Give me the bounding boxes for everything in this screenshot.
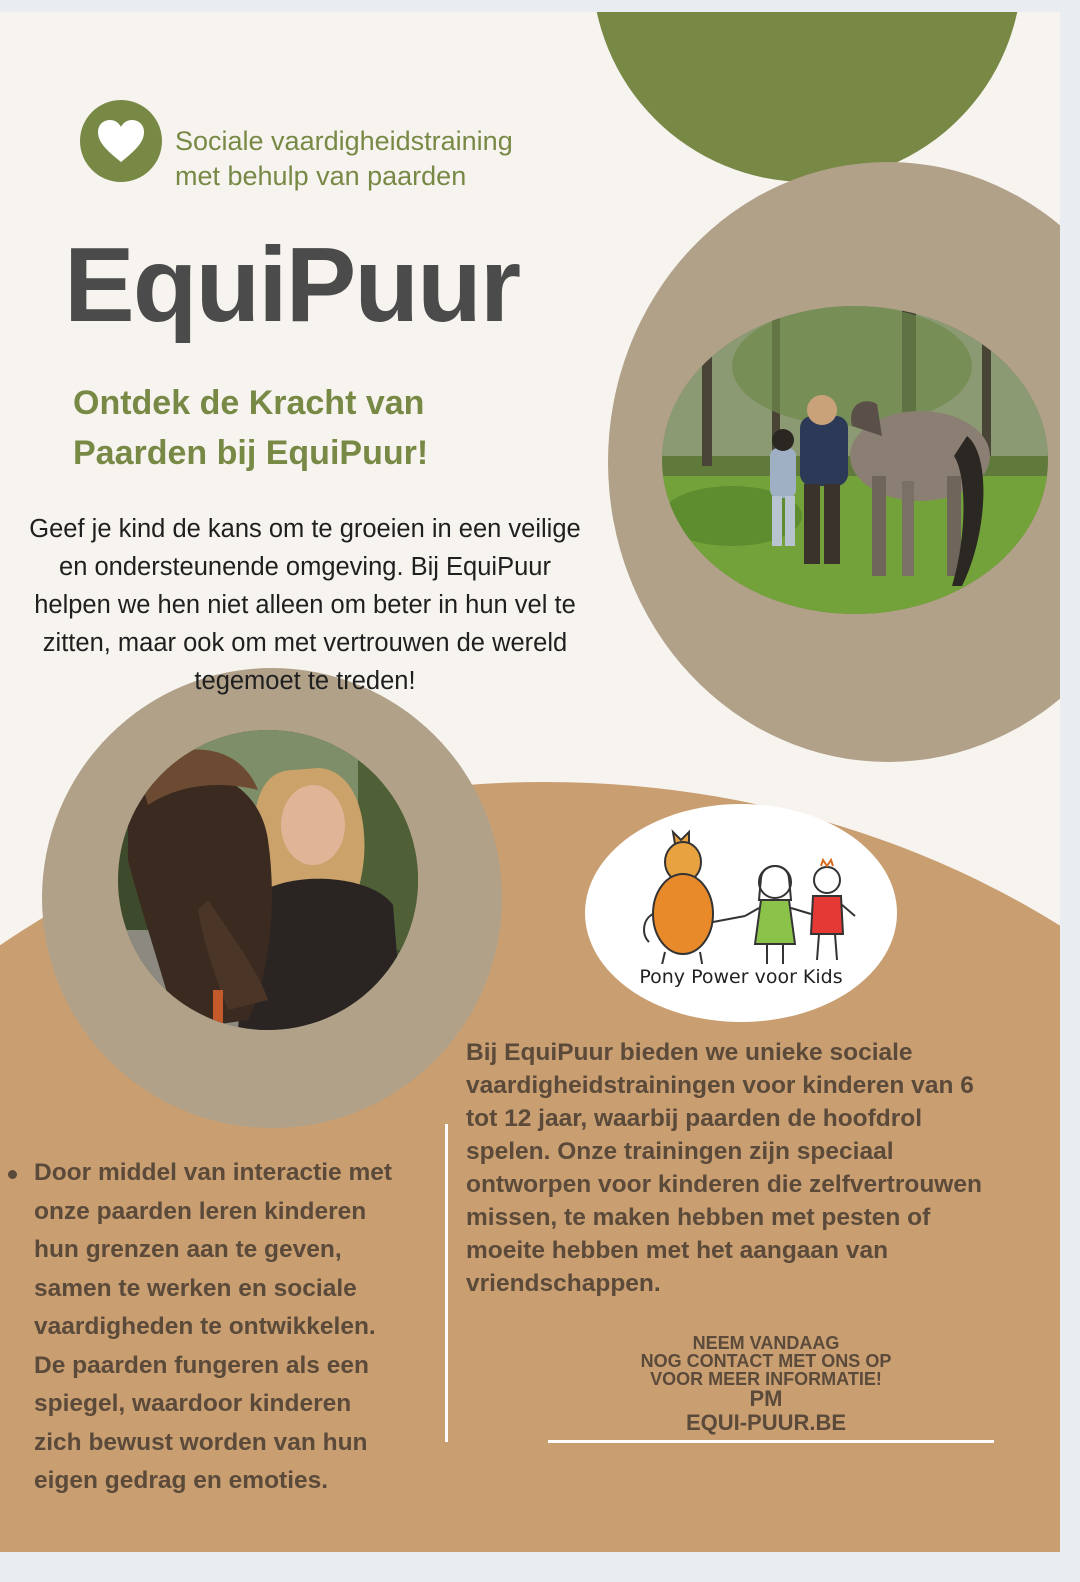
poster xyxy=(0,12,1060,1552)
bullet-item xyxy=(34,1154,392,1501)
description-line: tot 12 jaar, waarbij paarden de hoofdrol xyxy=(466,1105,923,1132)
description-line: spelen. Onze trainingen zijn speciaal xyxy=(466,1138,894,1165)
cta-line: VOOR MEER INFORMATIE! xyxy=(650,1369,882,1389)
description-line: vaardigheidstrainingen voor kinderen van 6 xyxy=(466,1072,974,1099)
headline xyxy=(73,378,553,478)
program-description xyxy=(466,1036,1046,1300)
bullet-line: zich bewust worden van hun xyxy=(34,1428,368,1456)
intro-line: zitten, maar ook om met vertrouwen de wereld xyxy=(42,629,568,657)
vertical-divider xyxy=(445,1124,448,1442)
bullet-line: spiegel, waardoor kinderen xyxy=(34,1390,352,1417)
intro-line: tegemoet te treden! xyxy=(194,667,416,695)
cta-pm: PM xyxy=(749,1386,783,1411)
logo xyxy=(80,100,162,182)
description-line: vriendschappen. xyxy=(466,1270,661,1297)
bullet-line: vaardigheden te ontwikkelen. xyxy=(34,1313,376,1340)
description-line: Bij EquiPuur bieden we unieke sociale xyxy=(466,1039,913,1066)
cta-line: NOG CONTACT MET ONS OP xyxy=(640,1351,892,1371)
bullet-dot xyxy=(8,1170,17,1179)
contact-call-to-action xyxy=(566,1334,966,1436)
pony-power-logo xyxy=(585,804,897,1022)
bullet-line: onze paarden leren kinderen xyxy=(34,1197,367,1225)
headline-line-1: Ontdek de Kracht van xyxy=(73,384,425,422)
bullet-line: hun grenzen aan te geven, xyxy=(34,1236,342,1263)
website-link[interactable]: EQUI-PUUR.BE xyxy=(685,1410,847,1435)
intro-paragraph xyxy=(0,510,620,700)
photo-trainer-with-pony xyxy=(118,730,418,1030)
cta-line: NEEM VANDAAG xyxy=(692,1333,840,1353)
brand-title: EquiPuur xyxy=(64,226,520,344)
photo-child-with-pony xyxy=(662,306,1048,614)
description-line: moeite hebben met het aangaan van xyxy=(466,1237,889,1264)
horizontal-divider xyxy=(548,1440,994,1443)
tagline xyxy=(175,124,595,194)
headline-line-2: Paarden bij EquiPuur! xyxy=(73,434,429,472)
bullet-line: eigen gedrag en emoties. xyxy=(34,1467,329,1494)
decorative-green-circle xyxy=(592,12,1022,182)
heart-icon xyxy=(96,118,146,164)
bullet-line: De paarden fungeren als een xyxy=(34,1351,369,1379)
intro-line: Geef je kind de kans om te groeien in een veilige xyxy=(29,515,581,543)
bullet-line: samen te werken en sociale xyxy=(34,1274,357,1302)
intro-line: en ondersteunende omgeving. Bij EquiPuur xyxy=(59,553,551,581)
pony-power-caption: Pony Power voor Kids xyxy=(639,966,843,988)
tagline-line-2: met behulp van paarden xyxy=(175,161,467,191)
description-line: ontworpen voor kinderen die zelfvertrouwen xyxy=(466,1171,982,1198)
bullet-line: Door middel van interactie met xyxy=(34,1159,393,1186)
description-line: missen, te maken hebben met pesten of xyxy=(466,1204,931,1231)
intro-line: helpen we hen niet alleen om beter in hun vel te xyxy=(34,591,576,619)
tagline-line-1: Sociale vaardigheidstraining xyxy=(175,126,513,156)
pony-and-kids-illustration xyxy=(585,804,897,964)
